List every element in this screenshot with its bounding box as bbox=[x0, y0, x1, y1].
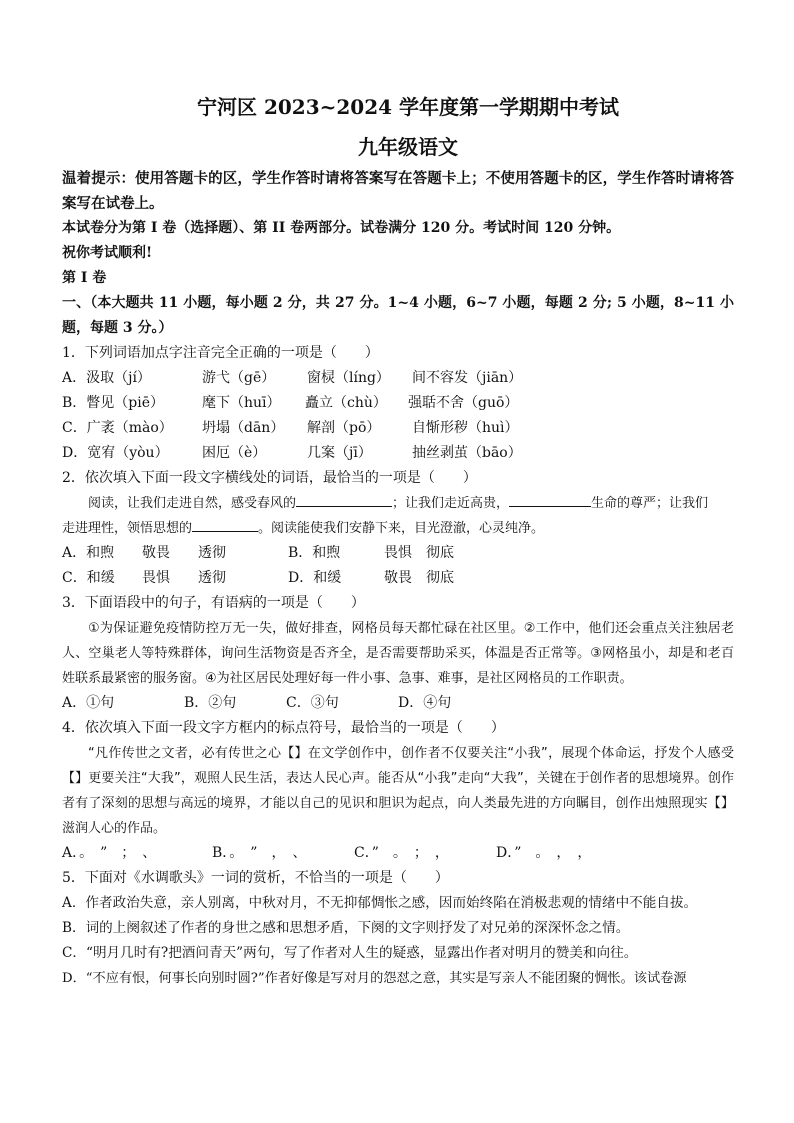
q1-option-row bbox=[62, 391, 734, 416]
exam-page bbox=[62, 92, 734, 991]
q1-option: 强聒不舍（guō） bbox=[408, 395, 519, 411]
q2-option: 彻底 bbox=[426, 545, 454, 561]
q1-option: 麾下（huī） bbox=[202, 395, 281, 411]
q5-stem: 5．下面对《水调歌头》一词的赏析，不恰当的一项是（ ） bbox=[62, 870, 449, 886]
q1-option: A．汲取（jí） bbox=[62, 370, 151, 386]
q4-option: D．” 。 ， ， bbox=[496, 845, 592, 861]
q2-option: 透彻 bbox=[198, 570, 226, 586]
q2-passage-text: 生命的尊严；让我们 bbox=[591, 496, 709, 511]
q1-option: 间不容发（jiān） bbox=[412, 370, 523, 386]
q1-option: 抽丝剥茧（bāo） bbox=[412, 445, 522, 461]
q2-passage bbox=[62, 491, 734, 541]
q1-option: 游弋（gē） bbox=[202, 370, 276, 386]
q1-option: 困厄（è） bbox=[202, 445, 267, 461]
q1-option: 解剖（pō） bbox=[307, 420, 381, 436]
q2-blank-3 bbox=[192, 517, 258, 532]
q2-passage-text: ；让我们走近高贵， bbox=[392, 496, 510, 511]
q2-option: D．和缓 bbox=[288, 570, 342, 586]
q3-passage: ①为保证避免疫情防控万无一失，做好排查，网格员每天都忙碌在社区里。②工作中，他们还会重点关注独居老人、空巢老人等特殊群体，询问生活物资是否齐全，是否需要帮助采买，体温是否正常等。③网格虽小，却是和老百姓联系最紧密的服务窗。④为社区居民处理好每一件小事、急事、难事，是社区网格员的工作职责。 bbox=[62, 621, 734, 686]
q1-option: 坍塌（dān） bbox=[202, 420, 285, 436]
q2-stem: 2．依次填入下面一段文字横线处的词语，最恰当的一项是（ ） bbox=[62, 470, 477, 486]
q1-option: 几案（jī） bbox=[307, 445, 372, 461]
q2-option-row bbox=[62, 566, 734, 591]
q3-stem: 3．下面语段中的句子，有语病的一项是（ ） bbox=[62, 595, 365, 611]
q1-option: 自惭形秽（huì） bbox=[412, 420, 519, 436]
q1-option: C．广袤（mào） bbox=[62, 420, 173, 436]
q1-option: D．宽宥（yòu） bbox=[62, 445, 169, 461]
q5-option: A．作者政治失意，亲人别离，中秋对月，不无抑郁惆怅之感，因而始终陷在消极悲观的情绪中不能自拔。 bbox=[62, 895, 698, 911]
q2-option-row bbox=[62, 541, 734, 566]
q2-option: 透彻 bbox=[198, 545, 226, 561]
q2-option: B．和煦 bbox=[288, 545, 341, 561]
q1-option-row bbox=[62, 366, 734, 391]
q5-option: B．词的上阕叙述了作者的身世之感和思想矛盾，下阕的文字则抒发了对兄弟的深深怀念之情。 bbox=[62, 920, 630, 936]
q2-option: 敬畏 bbox=[384, 570, 412, 586]
q2-option: A．和煦 bbox=[62, 545, 115, 561]
q2-option: 敬畏 bbox=[142, 545, 170, 561]
q5-option: D．“不应有恨，何事长向别时圆?”作者好像是写对月的怨怼之意，其实是写亲人不能团聚的惆怅。该试卷源 bbox=[62, 971, 687, 986]
q2-option: 彻底 bbox=[426, 570, 454, 586]
exam-title: 宁河区 2023~2024 学年度第一学期期中考试 bbox=[196, 95, 619, 119]
exam-subtitle: 九年级语文 bbox=[358, 135, 458, 159]
q4-option: C．” 。 ； ， bbox=[354, 845, 449, 861]
q2-passage-text: 。阅读能使我们安静下来，目光澄澈，心灵纯净。 bbox=[258, 521, 545, 536]
q1-stem: 1．下列词语加点字注音完全正确的一项是（ ） bbox=[62, 345, 379, 361]
q3-option: D．④句 bbox=[398, 695, 452, 711]
notice-wish: 祝你考试顺利! bbox=[62, 245, 153, 261]
q2-option: 畏惧 bbox=[142, 570, 170, 586]
q1-option: 窗棂（líng） bbox=[307, 370, 390, 386]
q1-option-row bbox=[62, 416, 734, 441]
q3-option: C．③句 bbox=[286, 695, 339, 711]
q4-stem: 4．依次填入下面一段文字方框内的标点符号，最恰当的一项是（ ） bbox=[62, 720, 505, 736]
q2-option: 畏惧 bbox=[384, 545, 412, 561]
q3-option: A．①句 bbox=[62, 695, 115, 711]
q5-option: C．“明月几时有?把酒问青天”两句，写了作者对人生的疑惑，显露出作者对明月的赞美和向往。 bbox=[62, 945, 638, 961]
q1-option: B．瞥见（piē） bbox=[62, 395, 165, 411]
q2-passage-text: 阅读，让我们走进自然，感受春风的 bbox=[88, 496, 297, 511]
q1-option: 矗立（chù） bbox=[305, 395, 387, 411]
q4-option: A．。 ” ； 、 bbox=[62, 845, 157, 861]
section-heading: 一、（本大题共 11 小题，每小题 2 分，共 27 分。1~4 小题，6~7 小题，每题 2 分; 5 小题，8~11 小题，每题 3 分。） bbox=[62, 295, 734, 336]
q3-option-row bbox=[62, 691, 734, 716]
q2-blank-2 bbox=[509, 492, 591, 507]
q4-option: B．。 ” ， 、 bbox=[212, 845, 307, 861]
q4-option-row bbox=[62, 841, 734, 866]
volume-label: 第 I 卷 bbox=[62, 270, 107, 286]
q1-option-row bbox=[62, 441, 734, 466]
q2-blank-1 bbox=[296, 492, 392, 507]
notice-tip: 温着提示：使用答题卡的区，学生作答时请将答案写在答题卡上；不使用答题卡的区，学生作答时请将答案写在试卷上。 bbox=[62, 170, 734, 212]
notice-info: 本试卷分为第 I 卷（选择题）、第 II 卷两部分。试卷满分 120 分。考试时间 120 分钟。 bbox=[62, 220, 621, 236]
q2-passage-text: 走进理性，领悟思想的 bbox=[62, 521, 193, 536]
q4-passage: “凡作传世之文者，必有传世之心【】在文学创作中，创作者不仅要关注“小我”，展现个体命运，抒发个人感受【】更要关注“大我”，观照人民生活，表达人民心声。能否从“小我”走向“大我”，关键在于创作者的思想境界。创作者有了深刻的思想与高远的境界，才能以自己的见识和胆识为起点，向人类最先进的方向瞩目，创作出烛照现实【】滋润人心的作品。 bbox=[62, 746, 734, 836]
q3-option: B．②句 bbox=[184, 695, 237, 711]
q2-option: C．和缓 bbox=[62, 570, 115, 586]
